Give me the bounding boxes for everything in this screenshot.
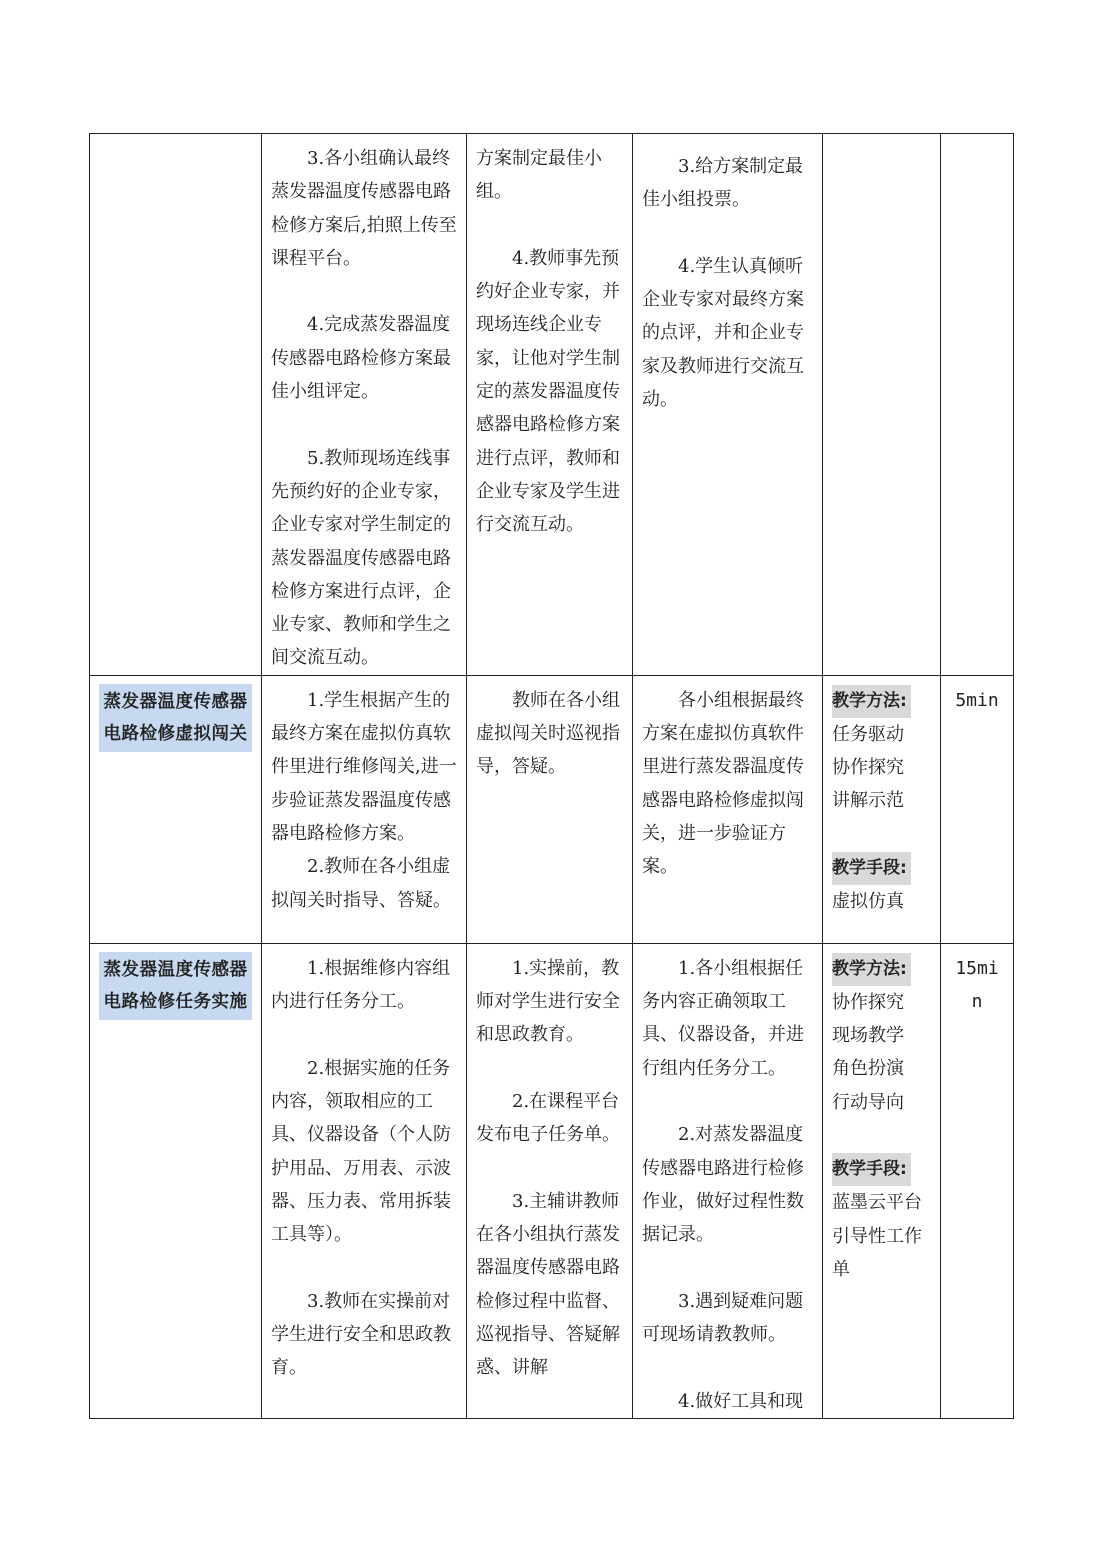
stage-cell xyxy=(90,943,262,1418)
means-item: 引导性工作单 xyxy=(832,1225,922,1280)
learner-step: 4.做好工具和现 xyxy=(678,1390,804,1412)
stage-label: 蒸发器温度传感器电路检修虚拟闯关 xyxy=(99,684,252,752)
learner-step: 各小组根据最终方案在虚拟仿真软件里进行蒸发器温度传感器电路检修虚拟闯关，进一步验证方案。 xyxy=(642,689,804,878)
learner-cell xyxy=(633,675,823,943)
method-item: 讲解示范 xyxy=(832,790,904,812)
stage-label: 蒸发器温度传感器电路检修任务实施 xyxy=(99,952,252,1020)
activity-step: 2.根据实施的任务内容，领取相应的工具、仪器设备（个人防护用品、万用表、示波器、压力表、常用拆装工具等）。 xyxy=(271,1057,451,1246)
methods-cell xyxy=(823,675,941,943)
activity-cell xyxy=(262,134,467,676)
lesson-plan-table xyxy=(89,133,1014,1419)
method-item: 任务驱动 xyxy=(832,723,904,745)
methods-cell xyxy=(823,943,941,1418)
activity-step: 1.根据维修内容组内进行任务分工。 xyxy=(271,957,451,1013)
learner-step: 3.遇到疑难问题可现场请教教师。 xyxy=(642,1290,804,1346)
activity-step: 3.各小组确认最终蒸发器温度传感器电路检修方案后,拍照上传至课程平台。 xyxy=(271,148,457,269)
teacher-cell xyxy=(467,675,633,943)
activity-step: 3.教师在实操前对学生进行安全和思政教育。 xyxy=(271,1290,451,1379)
duration-cell: 15min xyxy=(941,943,1014,1418)
activity-step: 5.教师现场连线事先预约好的企业专家，企业专家对学生制定的蒸发器温度传感器电路检修方案进行点评，企业专家、教师和学生之间交流互动。 xyxy=(271,447,451,669)
table-row xyxy=(90,134,1014,676)
method-item: 现场教学 xyxy=(832,1025,904,1047)
teacher-step: 3.主辅讲教师在各小组执行蒸发器温度传感器电路检修过程中监督、巡视指导、答疑解惑、讲解 xyxy=(476,1190,620,1379)
teacher-step: 4.教师事先预约好企业专家，并现场连线企业专家，让他对学生制定的蒸发器温度传感器电路检修方案进行点评，教师和企业专家及学生进行交流互动。 xyxy=(476,247,620,536)
activity-step: 1.学生根据产生的最终方案在虚拟仿真软件里进行维修闯关,进一步验证蒸发器温度传感器电路检修方案。 xyxy=(271,689,457,844)
activity-step: 2.教师在各小组虚拟闯关时指导、答疑。 xyxy=(271,856,451,911)
method-item: 协作探究 xyxy=(832,757,904,779)
means-title: 教学手段: xyxy=(832,852,911,885)
method-item: 角色扮演 xyxy=(832,1058,904,1080)
method-title: 教学方法: xyxy=(832,685,911,718)
table-row xyxy=(90,943,1014,1418)
teacher-step: 教师在各小组虚拟闯关时巡视指导，答疑。 xyxy=(476,689,620,778)
teacher-cell xyxy=(467,134,633,676)
teacher-step: 2.在课程平台发布电子任务单。 xyxy=(476,1090,620,1146)
duration-cell: 5min xyxy=(941,675,1014,943)
table-row xyxy=(90,675,1014,943)
means-title: 教学手段: xyxy=(832,1153,911,1186)
learner-cell xyxy=(633,134,823,676)
teacher-cell xyxy=(467,943,633,1418)
duration-cell xyxy=(941,134,1014,676)
means-item: 虚拟仿真 xyxy=(832,890,904,912)
teacher-step: 方案制定最佳小组。 xyxy=(476,148,602,203)
activity-cell xyxy=(262,675,467,943)
learner-step: 1.各小组根据任务内容正确领取工具、仪器设备，并进行组内任务分工。 xyxy=(642,957,804,1079)
stage-cell xyxy=(90,675,262,943)
method-title: 教学方法: xyxy=(832,953,911,986)
learner-step: 2.对蒸发器温度传感器电路进行检修作业，做好过程性数据记录。 xyxy=(642,1124,804,1246)
means-item: 蓝墨云平台 xyxy=(832,1192,922,1214)
activity-step: 4.完成蒸发器温度传感器电路检修方案最佳小组评定。 xyxy=(271,314,451,403)
methods-cell xyxy=(823,134,941,676)
learner-step: 3.给方案制定最佳小组投票。 xyxy=(642,156,804,211)
teacher-step: 1.实操前，教师对学生进行安全和思政教育。 xyxy=(476,957,620,1046)
method-item: 协作探究 xyxy=(832,991,904,1013)
learner-cell xyxy=(633,943,823,1418)
activity-cell xyxy=(262,943,467,1418)
method-item: 行动导向 xyxy=(832,1091,904,1113)
learner-step: 4.学生认真倾听企业专家对最终方案的点评，并和企业专家及教师进行交流互动。 xyxy=(642,255,804,411)
stage-cell xyxy=(90,134,262,676)
